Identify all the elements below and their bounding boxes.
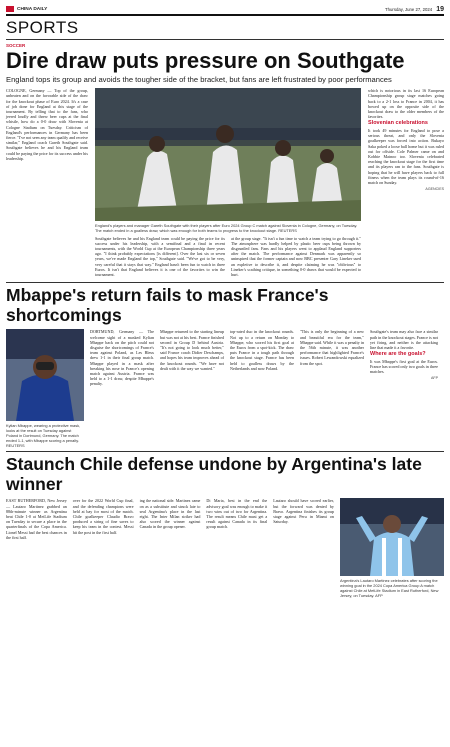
article3-caption-text: Argentina's Lautaro Martinez celebrates after scoring the winning goal in the 2024 Copa America Group A match against Chile at MetLife Stadium in East Rutherford, New Jersey, on Tuesday.: [339, 577, 439, 598]
article1-headline: Dire draw puts pressure on Southgate: [6, 48, 405, 74]
article-divider-2: [6, 451, 444, 452]
article3-photo-credit: AFP: [375, 592, 383, 598]
section-rule: [6, 39, 444, 40]
article1-col3-text: at the group stage. "It isn't a fun time to watch a team trying to go through it." The atmosphere was hardly helped by plastic beer cups being thrown by disgruntled fans. Fans and his players went to applaud England supporters after the match. The performance against Denmark was apparently so uninspired that the former captain and now BBC presenter Gary Lineker used an expletive to describe it, and despite claiming he was "oblivious" to Lineker's scathing critique, in something 0-0 draws that would be expected to hurt.: [231, 235, 361, 278]
article3-column-4: [206, 498, 267, 598]
article3-column-5: [273, 498, 334, 598]
article1-photo-credit: REUTERS: [278, 227, 297, 233]
section-title: SPORTS: [6, 17, 79, 37]
article3-headline: Staunch Chile defense undone by Argentina's late winner: [6, 454, 422, 495]
article3-col4-text: Di Maria, best in the end the advisory goal was enough to make it two wins out of two for Argentina. The result means Chile must get a result against Canada in its final group match.: [206, 498, 268, 530]
article1-col2-text: Southgate believes he and his England team could be paying the price for its success under his leadership, with a semifinal and a final in recent tournaments, with the World Cup at the European Championship three years ago. "I think probably expectations [is different]. Over the last six or seven years, we've made England the top," Southgate said. "We've got to be very, very careful that it stays that way." England hasn't been fun to watch in three Euros. It isn't that England believes it is one of the favorites to win the tournament.: [95, 235, 225, 278]
article3-photo-caption: [340, 578, 444, 598]
article2-photo-caption: [6, 423, 84, 448]
masthead: [6, 4, 444, 14]
masthead-logo: [6, 6, 47, 12]
article3-col1-text: EAST RUTHERFORD, New Jersey — Lautaro Martinez grabbed an 88th-minute winner as Argentina beat Chile 1-0 at MetLife Stadium on Tuesday to secure a place in the quarterfinals of the Copa America. Lionel Messi had the best chances in the first half.: [6, 498, 67, 540]
article2-col3-text: top-rated duo in the knockout rounds. Not up to a return on Monday to Mbappe, who scored his first goal at the Euros from a spot-kick. The draw puts France in a tough path through the knockout stage. France has been held to goalless draws by the Netherlands and now Poland.: [230, 329, 294, 371]
article2-column-4: [300, 329, 364, 448]
article1-column-1: [6, 88, 88, 279]
mbappe-photo: [6, 329, 84, 421]
article1-col4-text: It took 49 minutes for England to pose a serious threat, and only the Slovenia goalkeeper was forced into action. Bukayo Saka poked a loose ball home but it was ruled out for offside. Cole Palmer came on and Kobbie Mainoo too. Slovenia celebrated reaching the knockout stage for the first time and its players ran to the fans. Southgate is hoping that he will have players back to full fitness when the team plays its round-of-16 match on Sunday.: [368, 128, 444, 186]
article1-column-4: [368, 88, 444, 279]
article3-col3-text: ing the national side. Martinez came on as a substitute and struck late to seal Argentina's place in the last eight. The Inter Milan striker had also scored the winner against Canada in the group opener.: [139, 498, 201, 530]
paper-name: CHINA DAILY: [17, 6, 48, 12]
article1-col1-text: COLOGNE, Germany — Top of the group, unbeaten and on the favorable side of the draw for the knockout phase of Euro 2024. It's a case of job done for England at this stage of the tournament. By telling that to the fans, who jeered loudly and threw beer cups at the final whistle, how do a 0-0 draw with Slovenia at Cologne Stadium on Tuesday. Criticism of England's performances in Germany has been fierce. "I've not seen any team qualify and receive similar," England coach Gareth Southgate said. Southgate believes he and his England team could be paying the price for its success under his leadership.: [6, 88, 88, 161]
article1-column-3: [231, 236, 361, 279]
article2-col4-text: "This is only the beginning of a new and beautiful era for the team," Mbappe said. While it was a penalty in the 56th minute, it was another performance that highlighted France's issues. Robert Lewandowski equalized from the spot.: [300, 329, 364, 366]
issue-date: Thursday, June 27, 2024: [384, 6, 433, 12]
article2-photo-credit: REUTERS: [6, 442, 25, 448]
article2-caption-text: Kylian Mbappe, wearing a protective mask, looks at the result on Tuesday against Poland in Dortmund, Germany. The match ended 1-1, with Mbappe scoring a penalty.: [6, 422, 81, 443]
article1-col4-top-text: which is notorious in its last 16 European Championship group stage matches going back to a 2-1 loss to France in 2004, it has bowed up on the opposite side of the knockout draw to the older members of the favorites.: [368, 88, 444, 120]
article2-subhead: Where are the goals?: [370, 351, 426, 358]
article3-col5-text: Lautaro should have scored earlier, but the forward was denied by Bravo. Argentina finishes its group stage against Peru in Miami on Saturday.: [273, 498, 334, 525]
china-daily-logo-icon: [6, 6, 14, 12]
article2-byline: AFP: [431, 375, 438, 380]
article1-byline: AGENCIES: [425, 186, 444, 191]
article1-photo: [95, 88, 361, 221]
article2-headline: Mbappe's return fails to mask France's shortcomings: [6, 285, 329, 326]
article2-col5b-text: It was Mbappe's first goal at the Euros. France has scored only two goals in three matches.: [370, 358, 438, 375]
article2-column-5: [370, 329, 438, 448]
article1-kicker: SOCCER: [6, 43, 26, 49]
article2-col5-text: Southgate's team may also face a similar path in the knockout stages. France is not yet firing, and neither is the attacking line that made it a favorite.: [370, 329, 438, 350]
article3-column-3: [140, 498, 201, 598]
newspaper-page: [6, 4, 444, 598]
article1-caption-text: England's players and manager Gareth Southgate with their players after Euro 2024 Group C match against Slovenia in Cologne, Germany, on Tuesday. The match ended in a goalless draw, which was enough for both teams to progress to the knockout stage.: [95, 222, 358, 233]
article1-column-2: [95, 236, 225, 279]
article2-column-1: [90, 329, 154, 448]
article2-col2-text: Mbappe returned to the starting lineup but was not at his best. France finished second in Group D behind Austria. "It's not going to look much better," said France coach Didier Deschamps, and hopes his team improves ahead of the knockout rounds. "We have not dealt with it the way we wanted.": [160, 329, 224, 371]
article2-photo: [6, 329, 84, 421]
masthead-rule: [6, 14, 444, 16]
article3-column-1: [6, 498, 67, 598]
article2-column-3: [230, 329, 294, 448]
article2-col1-text: DORTMUND, Germany — The welcome sight of a masked Kylian Mbappe back on the pitch could not disguise the shortcomings of France's team against Poland, as Les Bleus drew 1-1 in their final group match. Mbappe played in a mask after breaking his nose in France's opening match against Austria. France was held to a 1-1 draw, despite Mbappe's penalty.: [90, 329, 154, 387]
article1-subhead: Slovenian celebrations: [368, 120, 428, 127]
article3-photo: [340, 498, 444, 576]
article3-column-2: [73, 498, 134, 598]
article1-photo-caption: [95, 223, 361, 233]
article3-col2-text: over for the 2022 World Cup final, and the defending champions were held at bay for most of the match. Chile goalkeeper Claudio Bravo produced a string of fine saves to keep his team in the contest. Messi hit the post in the first half.: [72, 498, 134, 535]
page-number: 19: [436, 5, 444, 13]
lautaro-celebration-photo: [340, 498, 444, 576]
england-players-photo: [95, 88, 361, 221]
article2-column-2: [160, 329, 224, 448]
article-divider-1: [6, 282, 444, 283]
article1-deck: England tops its group and avoids the tougher side of the bracket, but fans are left frustrated by poor performances: [6, 75, 392, 85]
